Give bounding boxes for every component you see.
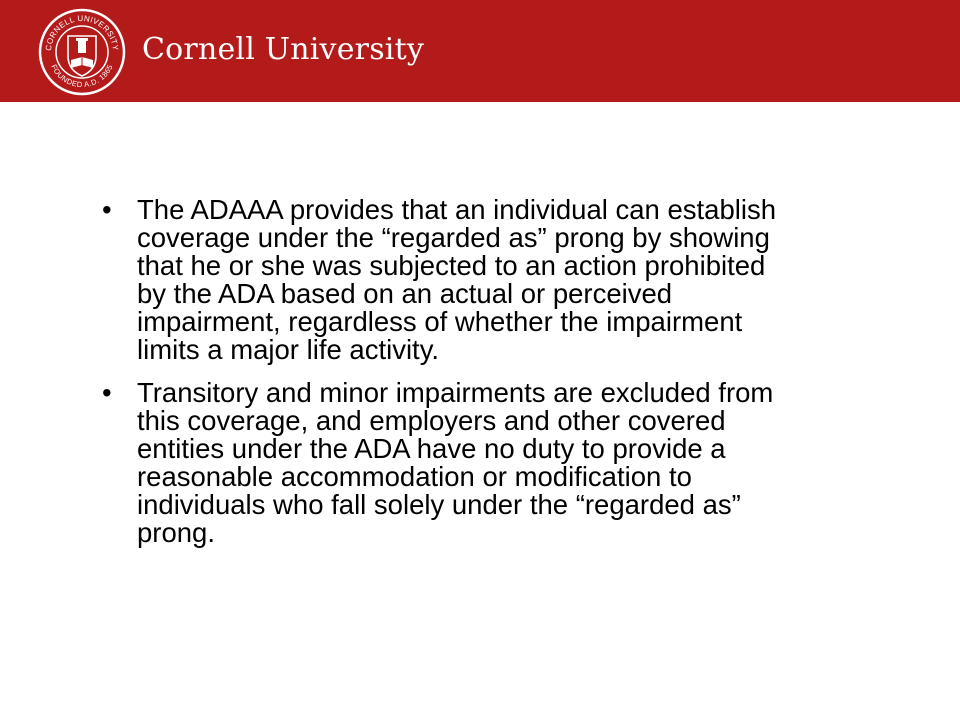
- bullet-list: [100, 196, 900, 547]
- bullet-text-line: by the ADA based on an actual or perceived: [137, 278, 673, 309]
- bullet-text-line: that he or she was subjected to an action prohibited: [137, 250, 766, 281]
- cornell-seal-icon: [38, 8, 126, 96]
- bullet-text-line: limits a major life activity.: [137, 334, 440, 365]
- bullet-text-line: prong.: [137, 517, 215, 548]
- header-bar: [0, 0, 960, 102]
- bullet-text-line: impairment, regardless of whether the impairment: [137, 306, 743, 337]
- bullet-text-line: The ADAAA provides that an individual can establish: [137, 194, 776, 225]
- brand-wordmark: Cornell University: [142, 32, 424, 67]
- bullet-text-line: reasonable accommodation or modification to: [137, 461, 692, 492]
- bullet-text-line: coverage under the “regarded as” prong by showing: [137, 222, 770, 253]
- bullet-dot-icon: •: [102, 194, 112, 225]
- bullet-text-line: individuals who fall solely under the “regarded as”: [137, 489, 741, 520]
- bullet-dot-icon: •: [102, 377, 112, 408]
- bullet-item: [100, 196, 900, 364]
- bullet-item: [100, 379, 900, 547]
- bullet-text-line: entities under the ADA have no duty to provide a: [137, 433, 726, 464]
- bullet-text-line: Transitory and minor impairments are excluded from: [137, 377, 774, 408]
- seal-bottom-text: FOUNDED A.D. 1865: [49, 62, 115, 90]
- seal-top-text: CORNELL UNIVERSITY: [43, 13, 121, 52]
- bullet-text-line: this coverage, and employers and other covered: [137, 405, 726, 436]
- slide-body: [100, 196, 900, 562]
